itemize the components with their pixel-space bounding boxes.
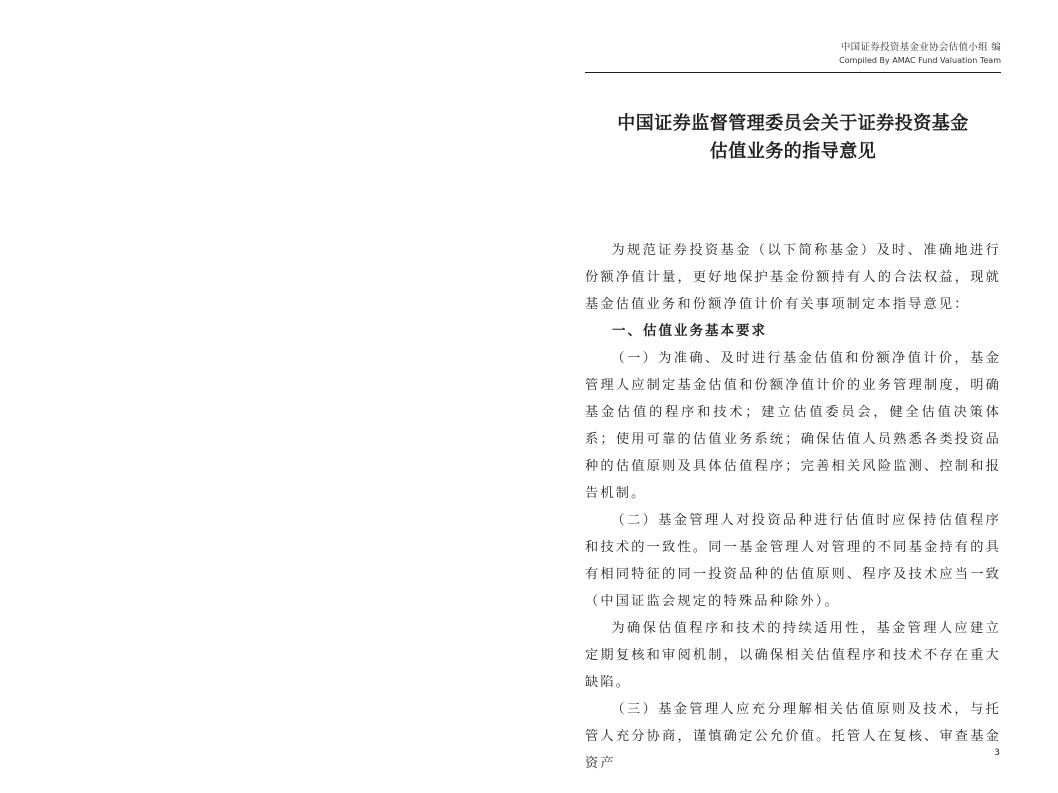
- item-3-paragraph: （三）基金管理人应充分理解相关估值原则及技术，与托管人充分协商，谨慎确定公允价值。托管人在复核、审查基金资产: [585, 702, 1001, 771]
- page-header: [839, 41, 1001, 67]
- title-line-1: 中国证券监督管理委员会关于证券投资基金: [617, 113, 969, 134]
- page-number: 3: [994, 748, 1000, 758]
- intro-paragraph: 为规范证券投资基金（以下简称基金）及时、准确地进行份额净值计量，更好地保护基金份额持有人的合法权益，现就基金估值业务和份额净值计价有关事项制定本指导意见：: [585, 243, 1001, 312]
- document-title: [585, 110, 1001, 166]
- item-2-continuation: 为确保估值程序和技术的持续适用性，基金管理人应建立定期复核和审阅机制，以确保相关估值程序和技术不存在重大缺陷。: [585, 621, 1001, 690]
- header-english: Compiled By AMAC Fund Valuation Team: [839, 56, 1001, 65]
- header-divider: [585, 72, 1001, 73]
- title-line-2: 估值业务的指导意见: [709, 141, 877, 162]
- header-chinese: 中国证券投资基金业协会估值小组 编: [840, 42, 1001, 53]
- document-body: [585, 237, 1001, 777]
- section-heading-1: 一、估值业务基本要求: [612, 323, 767, 339]
- item-1-paragraph: （一）为准确、及时进行基金估值和份额净值计价，基金管理人应制定基金估值和份额净值计价的业务管理制度，明确基金估值的程序和技术；建立估值委员会，健全估值决策体系；使用可靠的估值业务系统；确保估值人员熟悉各类投资品种的估值原则及具体估值程序；完善相关风险监测、控制和报告机制。: [585, 351, 1001, 501]
- item-2-paragraph: （二）基金管理人对投资品种进行估值时应保持估值程序和技术的一致性。同一基金管理人对管理的不同基金持有的具有相同特征的同一投资品种的估值原则、程序及技术应当一致（中国证监会规定的特殊品种除外）。: [585, 513, 1001, 609]
